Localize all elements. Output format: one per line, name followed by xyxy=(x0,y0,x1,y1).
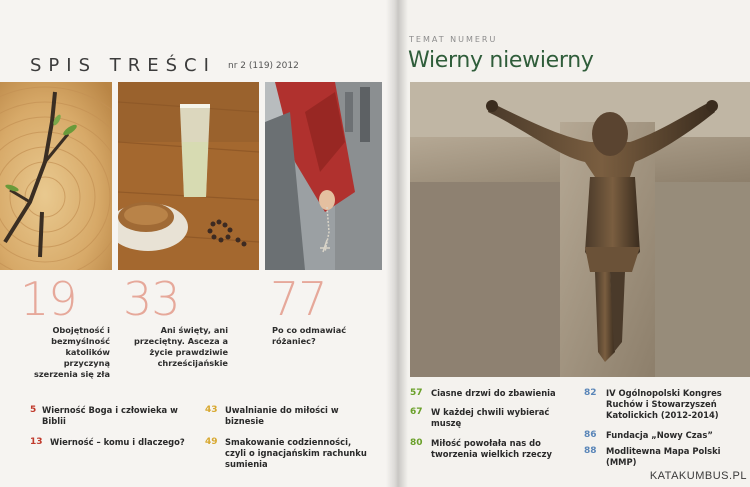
feature-number: 77 xyxy=(270,272,327,326)
toc-entry[interactable] xyxy=(30,405,180,427)
toc-page-number: 49 xyxy=(205,437,218,447)
toc-entry-title: IV Ogólnopolski Kongres Ruchów i Stowarzyszeń Katolickich (2012-2014) xyxy=(606,388,722,420)
toc-entry-title: Miłość powołała nas do tworzenia wielkich rzeczy xyxy=(431,438,553,459)
toc-page-number: 86 xyxy=(584,430,597,440)
feature-title[interactable]: Po co odmawiać różaniec? xyxy=(272,325,347,346)
toc-page-number: 88 xyxy=(584,446,597,456)
page-gutter xyxy=(386,0,408,487)
toc-entry[interactable] xyxy=(205,405,375,427)
feature-number: 33 xyxy=(123,272,180,326)
toc-page-number: 57 xyxy=(410,388,423,398)
toc-title: SPIS TREŚCI xyxy=(30,55,216,76)
toc-page-number: 67 xyxy=(410,407,423,417)
toc-entry[interactable] xyxy=(584,446,749,468)
issue-number: nr 2 (119) 2012 xyxy=(228,61,299,71)
toc-entry[interactable] xyxy=(410,388,580,399)
toc-entry-title: Smakowanie codzienności, czyli o ignacjańskim rachunku sumienia xyxy=(225,437,367,469)
toc-entry[interactable] xyxy=(30,437,200,448)
toc-page-number: 13 xyxy=(30,437,43,447)
toc-entry[interactable] xyxy=(584,388,749,421)
toc-entry-title: Uwalnianie do miłości w biznesie xyxy=(225,405,339,426)
toc-entry-title: Ciasne drzwi do zbawienia xyxy=(431,388,556,398)
toc-page-number: 43 xyxy=(205,405,218,415)
photo-rosary-hand xyxy=(265,82,382,270)
toc-entry[interactable] xyxy=(584,430,749,441)
watermark: KATAKUMBUS.PL xyxy=(649,470,747,482)
toc-page-number: 5 xyxy=(30,405,37,415)
section-kicker: TEMAT NUMERU xyxy=(409,35,498,44)
photo-crucifix xyxy=(410,82,750,377)
feature-headline: Wierny niewierny xyxy=(408,48,594,73)
toc-entry-title: Fundacja „Nowy Czas” xyxy=(606,430,713,440)
toc-entry-title: Modlitewna Mapa Polski (MMP) xyxy=(606,446,721,467)
toc-page-number: 80 xyxy=(410,438,423,448)
feature-title[interactable]: Obojętność i bezmyślność katolików przyczyną szerzenia się zła xyxy=(34,325,110,379)
feature-number: 19 xyxy=(20,272,77,326)
toc-entry[interactable] xyxy=(205,437,375,470)
photo-twig-on-wood xyxy=(0,82,112,270)
toc-entry-title: W każdej chwili wybierać muszę xyxy=(431,407,550,428)
toc-entry-title: Wierność Boga i człowieka w Biblii xyxy=(42,405,178,426)
toc-page-number: 82 xyxy=(584,388,597,398)
toc-entry-title: Wierność – komu i dlaczego? xyxy=(50,437,185,447)
photo-bread-water xyxy=(118,82,259,270)
feature-title[interactable]: Ani święty, ani przeciętny. Asceza a życie prawdziwie chrześcijańskie xyxy=(134,325,228,368)
toc-entry[interactable] xyxy=(410,438,580,460)
toc-entry[interactable] xyxy=(410,407,580,429)
